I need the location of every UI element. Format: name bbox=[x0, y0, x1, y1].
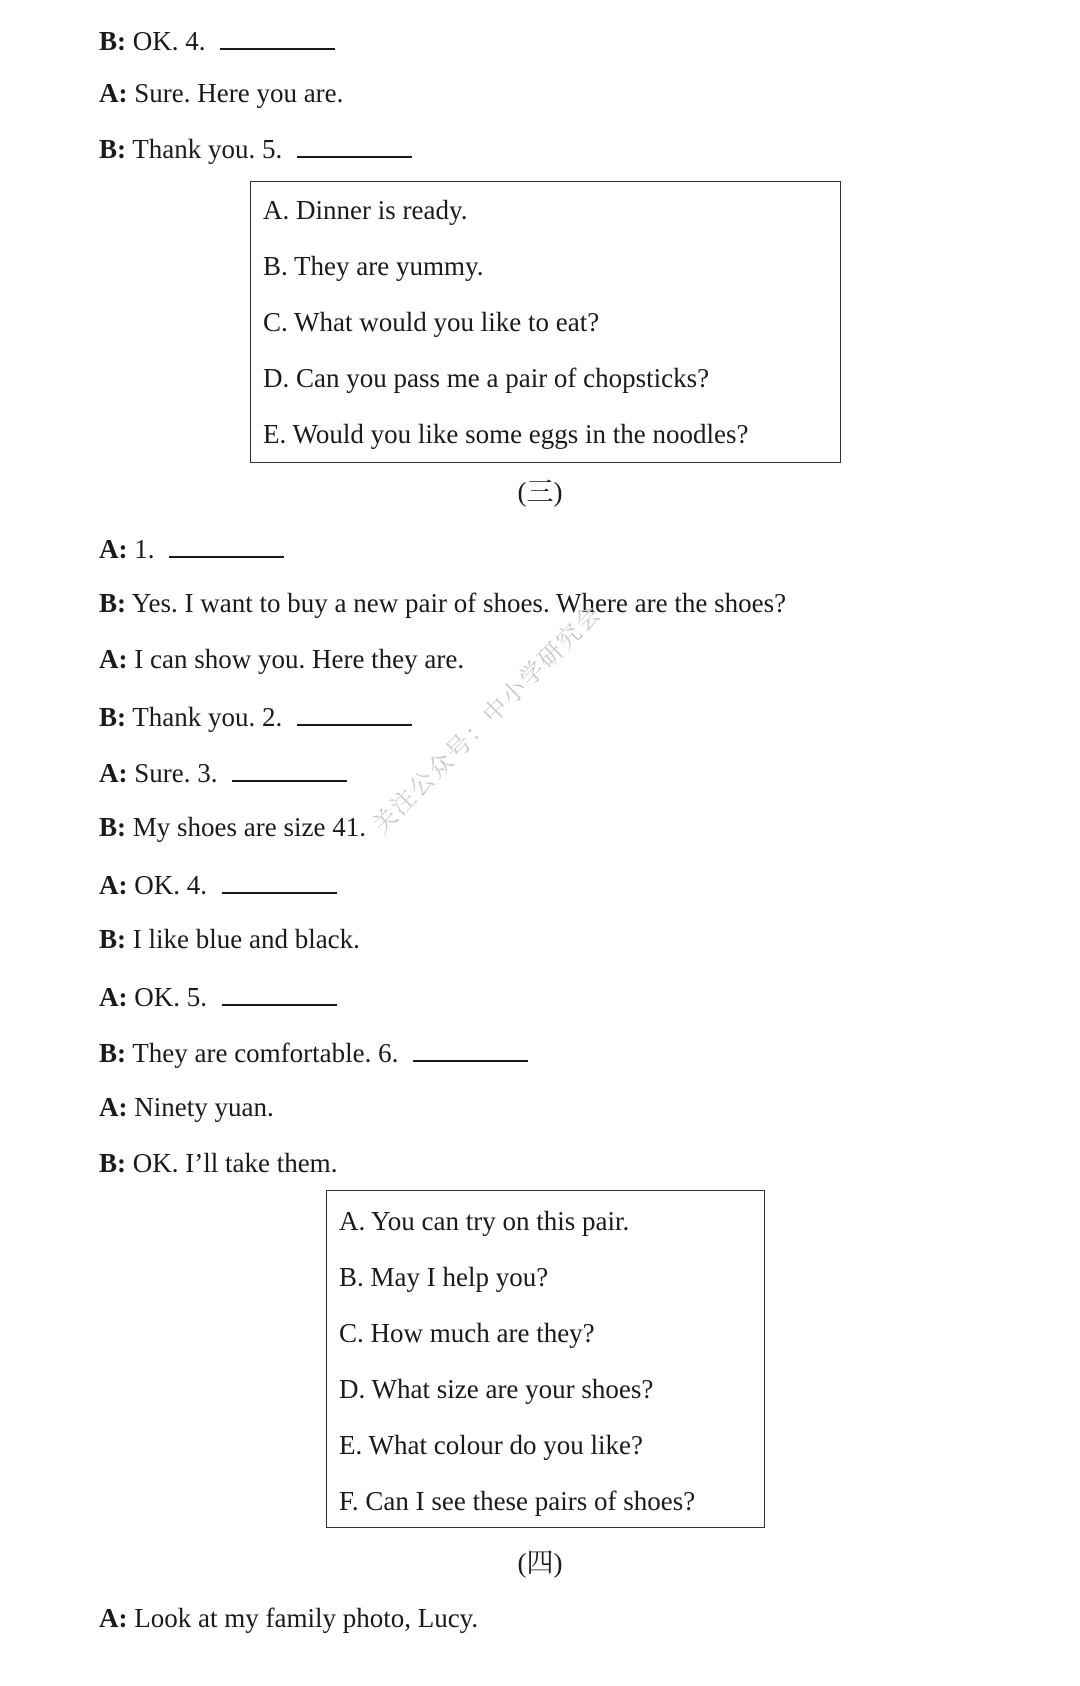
speaker-label: A: bbox=[99, 982, 128, 1012]
answer-blank[interactable] bbox=[297, 134, 412, 158]
line-text: Sure. 3. bbox=[127, 758, 225, 788]
line-text: OK. 4. bbox=[127, 870, 214, 900]
speaker-label: B: bbox=[99, 1148, 126, 1178]
speaker-label: B: bbox=[99, 134, 126, 164]
dialogue-line bbox=[99, 534, 284, 563]
option-item: B. May I help you? bbox=[339, 1262, 549, 1292]
answer-blank[interactable] bbox=[222, 870, 337, 894]
line-text: I like blue and black. bbox=[126, 924, 360, 954]
dialogue-line bbox=[99, 1094, 274, 1121]
option-item: A. You can try on this pair. bbox=[339, 1206, 630, 1236]
line-text: Yes. I want to buy a new pair of shoes. Where are the shoes? bbox=[126, 588, 787, 618]
line-text: My shoes are size 41. bbox=[126, 812, 366, 842]
speaker-label: B: bbox=[99, 812, 126, 842]
dialogue-line bbox=[99, 870, 337, 899]
dialogue-line bbox=[99, 814, 366, 841]
dialogue-line bbox=[99, 702, 412, 731]
option-item: C. What would you like to eat? bbox=[263, 307, 600, 337]
speaker-label: B: bbox=[99, 924, 126, 954]
answer-blank[interactable] bbox=[169, 534, 284, 558]
option-item: D. What size are your shoes? bbox=[339, 1374, 654, 1404]
speaker-label: A: bbox=[99, 758, 128, 788]
speaker-label: A: bbox=[99, 870, 128, 900]
speaker-label: A: bbox=[99, 1603, 128, 1633]
option-item: A. Dinner is ready. bbox=[263, 195, 468, 225]
dialogue-line bbox=[99, 590, 786, 617]
section-heading: (四) bbox=[517, 1548, 563, 1578]
watermark: 关注公众号：中小学研究会 bbox=[366, 598, 608, 840]
speaker-label: A: bbox=[99, 534, 128, 564]
speaker-label: B: bbox=[99, 588, 126, 618]
line-text: Look at my family photo, Lucy. bbox=[127, 1603, 479, 1633]
speaker-label: A: bbox=[99, 78, 128, 108]
option-item: B. They are yummy. bbox=[263, 251, 484, 281]
line-text: Thank you. 5. bbox=[126, 134, 289, 164]
speaker-label: B: bbox=[99, 26, 126, 56]
option-item: F. Can I see these pairs of shoes? bbox=[339, 1486, 696, 1516]
line-text: They are comfortable. 6. bbox=[126, 1038, 406, 1068]
speaker-label: A: bbox=[99, 644, 128, 674]
answer-blank[interactable] bbox=[232, 758, 347, 782]
dialogue-line bbox=[99, 1150, 337, 1177]
line-text: OK. 4. bbox=[126, 26, 213, 56]
section-heading: (三) bbox=[517, 477, 563, 507]
line-text: Ninety yuan. bbox=[127, 1092, 274, 1122]
dialogue-line bbox=[99, 646, 464, 673]
line-text: Sure. Here you are. bbox=[127, 78, 344, 108]
options-box bbox=[326, 1190, 765, 1528]
dialogue-line bbox=[99, 1038, 528, 1067]
option-item: E. Would you like some eggs in the noodles? bbox=[263, 419, 749, 449]
line-text: I can show you. Here they are. bbox=[127, 644, 465, 674]
option-item: D. Can you pass me a pair of chopsticks? bbox=[263, 363, 710, 393]
line-text: 1. bbox=[127, 534, 162, 564]
option-item: E. What colour do you like? bbox=[339, 1430, 643, 1460]
dialogue-line bbox=[99, 758, 347, 787]
answer-blank[interactable] bbox=[222, 982, 337, 1006]
line-text: Thank you. 2. bbox=[126, 702, 289, 732]
speaker-label: B: bbox=[99, 702, 126, 732]
line-text: OK. 5. bbox=[127, 982, 214, 1012]
dialogue-line bbox=[99, 982, 337, 1011]
dialogue-line bbox=[99, 134, 412, 163]
dialogue-line bbox=[99, 26, 335, 55]
option-item: C. How much are they? bbox=[339, 1318, 595, 1348]
options-box bbox=[250, 181, 841, 463]
dialogue-line bbox=[99, 80, 343, 107]
answer-blank[interactable] bbox=[220, 26, 335, 50]
speaker-label: A: bbox=[99, 1092, 128, 1122]
line-text: OK. I’ll take them. bbox=[126, 1148, 338, 1178]
speaker-label: B: bbox=[99, 1038, 126, 1068]
answer-blank[interactable] bbox=[413, 1038, 528, 1062]
dialogue-line bbox=[99, 926, 360, 953]
dialogue-line bbox=[99, 1605, 478, 1632]
answer-blank[interactable] bbox=[297, 702, 412, 726]
